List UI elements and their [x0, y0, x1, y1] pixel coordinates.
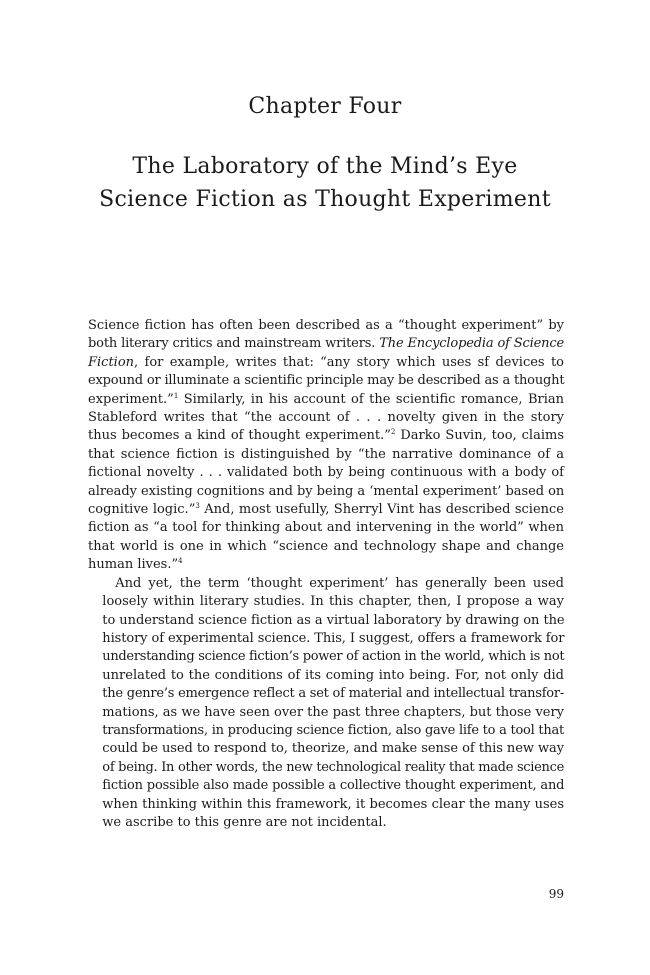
text-line: human lives.”$^4$: [88, 557, 183, 573]
footnote-marker: 3: [195, 502, 200, 511]
footnote-marker: 2: [390, 428, 396, 437]
text-line: of being. In other words, the new technological reality that made science: [102, 759, 564, 775]
text-line: loosely within literary studies. In this chapter, then, I propose a way: [102, 594, 564, 610]
book-title-italic: Fiction: [88, 354, 135, 370]
text-line: could be used to respond to, theorize, and make sense of this new way: [102, 741, 564, 757]
text-line: fictional novelty . . . validated both by being continuous with a body of: [88, 465, 564, 481]
text-line: fiction possible also made possible a collective thought experiment, and: [102, 778, 565, 794]
text-line: Stableford writes that “the account of . . . novelty given in the story: [88, 410, 564, 426]
text-line: that world is one in which “science and technology shape and change: [88, 538, 564, 554]
text-line: unrelated to the conditions of its coming into being. For, not only did: [102, 667, 564, 683]
paragraph-2: [88, 575, 564, 833]
text-line: understanding science fiction’s power of action in the world, which is not: [102, 649, 565, 665]
text-line: Science fiction has often been described as a “thought experiment” by: [88, 318, 564, 333]
text-line: experiment.”$^1$ Similarly, in his account of the scientific romance, Brian: [88, 391, 564, 407]
body-text: [88, 317, 564, 832]
text-line: we ascribe to this genre are not incidental.: [102, 814, 387, 830]
text-line: fiction as “a tool for thinking about and intervening in the world” when: [88, 520, 564, 536]
text-line: already existing cognitions and by being a ‘mental experiment’ based on: [88, 483, 565, 499]
footnote-marker: 4: [178, 557, 183, 566]
text-line: both literary critics and mainstream writers. The Encyclopedia of Science: [88, 336, 565, 352]
text-line: mations, as we have seen over the past three chapters, but those very: [102, 704, 564, 720]
text-line: to understand science fiction as a virtual laboratory by drawing on the: [102, 612, 565, 628]
text-line: Fiction, for example, writes that: “any story which uses sf devices to: [88, 354, 564, 370]
chapter-title-line-1: The Laboratory of the Mind’s Eye: [132, 154, 518, 179]
text-line: expound or illuminate a scientific principle may be described as a thought: [88, 373, 565, 389]
text-line: history of experimental science. This, I suggest, offers a framework for: [102, 630, 565, 646]
footnote-marker: 1: [173, 391, 179, 400]
chapter-subtitle: Science Fiction as Thought Experiment: [99, 187, 551, 212]
text-line: the genre’s emergence reflect a set of material and intellectual transfor-: [102, 686, 564, 702]
text-line: cognitive logic.”$^3$ And, most usefully, Sherryl Vint has described science: [88, 502, 564, 518]
chapter-title: [0, 150, 650, 216]
book-title-italic: The Encyclopedia of Science: [379, 336, 565, 352]
chapter-number: Chapter Four: [248, 94, 402, 119]
page-number: 99: [548, 887, 564, 901]
text-line: transformations, in producing science fiction, also gave life to a tool that: [102, 722, 564, 738]
text-line: And yet, the term ‘thought experiment’ has generally been used: [115, 575, 564, 591]
text-line: when thinking within this framework, it becomes clear the many uses: [102, 796, 564, 812]
paragraph-1: [88, 317, 564, 575]
text-line: thus becomes a kind of thought experiment.”$^2$ Darko Suvin, too, claims: [88, 428, 565, 444]
text-line: that science fiction is distinguished by “the narrative dominance of a: [88, 446, 564, 462]
